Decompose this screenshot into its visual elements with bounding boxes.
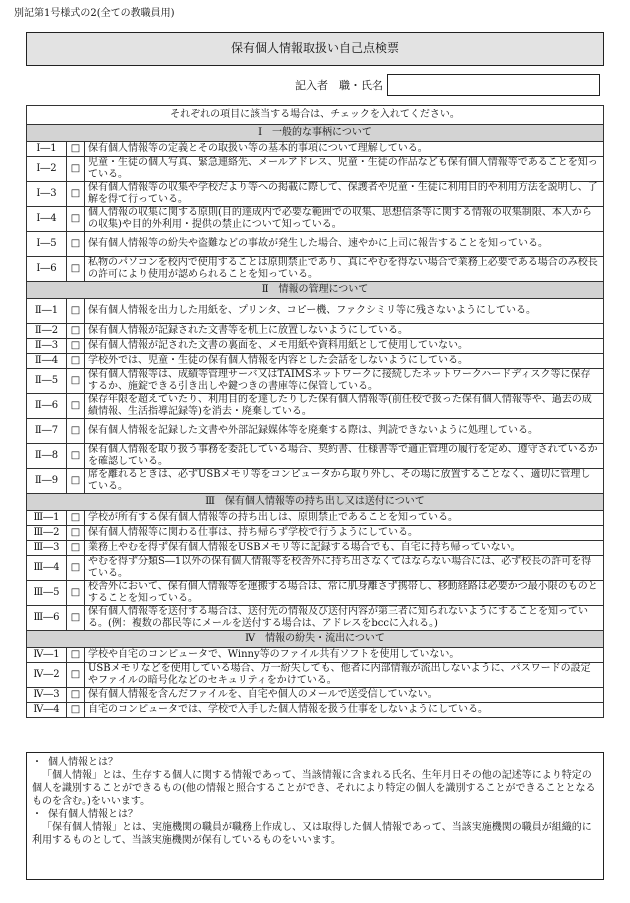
checkbox[interactable]: □ <box>67 369 85 394</box>
checkbox[interactable]: □ <box>67 142 85 157</box>
item-text: 保有個人情報等に関わる仕事は、持ち帰らず学校で行うようにしている。 <box>85 526 604 541</box>
section-header: Ⅳ 情報の紛失・流出について <box>27 631 604 648</box>
form-label: 別記第1号様式の2(全ての教職員用) <box>14 8 175 19</box>
checklist-row <box>27 257 604 282</box>
checkbox[interactable]: □ <box>67 257 85 282</box>
checkbox[interactable]: □ <box>67 339 85 354</box>
item-text: 席を離れるときは、必ずUSBメモリ等をコンピュータから取り外し、その場に放置することなく、適切に管理している。 <box>85 469 604 494</box>
item-code: Ⅰ―3 <box>27 182 67 207</box>
item-code: Ⅳ―4 <box>27 703 67 718</box>
item-text: USBメモリなどを使用している場合、万一紛失しても、他者に内部情報が流出しないように、パスワードの設定やファイルの暗号化などのセキュリティをかけている。 <box>85 663 604 688</box>
item-code: Ⅱ―4 <box>27 354 67 369</box>
checklist-row <box>27 648 604 663</box>
item-text: 保有個人情報等の収集や学校だより等への掲載に際して、保護者や児童・生徒に利用目的や利用方法を説明し、了解を得て行っている。 <box>85 182 604 207</box>
notes-box <box>26 752 604 880</box>
name-field[interactable] <box>387 74 600 96</box>
item-code: Ⅲ―5 <box>27 581 67 606</box>
note-heading <box>32 808 598 821</box>
recorder-label: 記入者 職・氏名 <box>295 79 383 92</box>
checkbox[interactable]: □ <box>67 324 85 339</box>
item-text: 保存年限を超えていたり、利用目的を達したりした保有個人情報等(前任校で扱った保有個人情報等や、過去の成績情報、生活指導記録等)を消去・廃棄している。 <box>85 394 604 419</box>
item-code: Ⅰ―2 <box>27 157 67 182</box>
checklist-row <box>27 663 604 688</box>
checkbox[interactable]: □ <box>67 182 85 207</box>
item-code: Ⅳ―1 <box>27 648 67 663</box>
checklist-row <box>27 232 604 257</box>
note-bullet: ・ <box>32 757 42 768</box>
checkbox[interactable]: □ <box>67 207 85 232</box>
item-code: Ⅲ―4 <box>27 556 67 581</box>
item-text: 学校や自宅のコンピュータで、Winny等のファイル共有ソフトを使用していない。 <box>85 648 604 663</box>
item-text: 保有個人情報等の定義とその取扱い等の基本的事項について理解している。 <box>85 142 604 157</box>
item-text: 学校外では、児童・生徒の保有個人情報を内容とした会話をしないようにしている。 <box>85 354 604 369</box>
checklist-row <box>27 444 604 469</box>
checklist-row <box>27 688 604 703</box>
note-heading-text: 保有個人情報とは？ <box>48 809 138 820</box>
item-text: 個人情報の収集に関する原則(目的達成内で必要な範囲での収集、思想信条等に関する情報の収集制限、本人からの収集)や目的外利用・提供の禁止について知っている。 <box>85 207 604 232</box>
item-text: 保有個人情報を含んだファイルを、自宅や個人のメールで送受信していない。 <box>85 688 604 703</box>
checkbox[interactable]: □ <box>67 703 85 718</box>
checklist-row <box>27 556 604 581</box>
checkbox[interactable]: □ <box>67 444 85 469</box>
checkbox[interactable]: □ <box>67 511 85 526</box>
item-code: Ⅰ―5 <box>27 232 67 257</box>
checkbox[interactable]: □ <box>67 354 85 369</box>
item-text: 保有個人情報を記録した文書や外部記録媒体等を廃棄する際は、判読できないように処理している。 <box>85 419 604 444</box>
item-code: Ⅰ―6 <box>27 257 67 282</box>
checklist-row <box>27 324 604 339</box>
item-code: Ⅲ―2 <box>27 526 67 541</box>
item-code: Ⅱ―9 <box>27 469 67 494</box>
item-text: 校舎外において、保有個人情報等を運搬する場合は、常に肌身離さず携帯し、移動経路は必要かつ最小限のものとすることを知っている。 <box>85 581 604 606</box>
item-code: Ⅰ―4 <box>27 207 67 232</box>
checklist-row <box>27 394 604 419</box>
item-text: 学校が所有する保有個人情報等の持ち出しは、原則禁止であることを知っている。 <box>85 511 604 526</box>
item-text: 業務上やむを得ず保有個人情報をUSBメモリ等に記録する場合でも、自宅に持ち帰っていない。 <box>85 541 604 556</box>
checklist-row <box>27 369 604 394</box>
checkbox[interactable]: □ <box>67 157 85 182</box>
checklist-row <box>27 581 604 606</box>
item-text: 保有個人情報等の紛失や盗難などの事故が発生した場合、速やかに上司に報告することを知っている。 <box>85 232 604 257</box>
item-text: 保有個人情報等を送付する場合は、送付先の情報及び送付内容が第三者に知られないようにすることを知っている。(例：複数の都民等にメールを送付する場合は、アドレスをbccに入れる。) <box>85 606 604 631</box>
item-code: Ⅰ―1 <box>27 142 67 157</box>
item-code: Ⅲ―1 <box>27 511 67 526</box>
checkbox[interactable]: □ <box>67 299 85 324</box>
checkbox[interactable]: □ <box>67 541 85 556</box>
checklist-row <box>27 469 604 494</box>
item-text: 保有個人情報を取り扱う事務を委託している場合、契約書、仕様書等で適正管理の履行を定め、遵守されているかを確認している。 <box>85 444 604 469</box>
checklist-row <box>27 419 604 444</box>
checkbox[interactable]: □ <box>67 394 85 419</box>
checklist-row <box>27 182 604 207</box>
item-code: Ⅱ―7 <box>27 419 67 444</box>
checkbox[interactable]: □ <box>67 688 85 703</box>
checkbox[interactable]: □ <box>67 648 85 663</box>
checkbox[interactable]: □ <box>67 526 85 541</box>
note-heading-text: 個人情報とは？ <box>48 757 118 768</box>
item-text: やむを得ず分類S―1以外の保有個人情報等を校舎外に持ち出さなくてはならない場合には、必ず校長の許可を得ている。 <box>85 556 604 581</box>
item-code: Ⅳ―2 <box>27 663 67 688</box>
recorder-row <box>295 73 600 97</box>
item-code: Ⅱ―3 <box>27 339 67 354</box>
checklist-row <box>27 339 604 354</box>
checkbox[interactable]: □ <box>67 663 85 688</box>
item-text: 私物のパソコンを校内で使用することは原則禁止であり、真にやむを得ない場合で業務上必要である場合のみ校長の許可により使用が認められることを知っている。 <box>85 257 604 282</box>
section-header: Ⅲ 保有個人情報等の持ち出し又は送付について <box>27 494 604 511</box>
item-text: 保有個人情報を出力した用紙を、プリンタ、コピー機、ファクシミリ等に残さないようにしている。 <box>85 299 604 324</box>
checklist-row <box>27 511 604 526</box>
note-bullet: ・ <box>32 809 42 820</box>
section-header: Ⅰ 一般的な事柄について <box>27 125 604 142</box>
note-body: 「個人情報」とは、生存する個人に関する情報であって、当該情報に含まれる氏名、生年月日その他の記述等により特定の個人を識別することができるもの(他の情報と照合することができ、それにより特定の個人を識別することができることとなるものを含む。)をいいます。 <box>32 770 596 807</box>
section-header: Ⅱ 情報の管理について <box>27 282 604 299</box>
item-text: 保有個人情報が記された文書の裏面を、メモ用紙や資料用紙として使用していない。 <box>85 339 604 354</box>
checklist-row <box>27 157 604 182</box>
note-body: 「保有個人情報」とは、実施機関の職員が職務上作成し、又は取得した個人情報であって、当該実施機関の職員が組織的に利用するものとして、当該実施機関が保有しているものをいいます。 <box>32 822 592 846</box>
item-code: Ⅱ―6 <box>27 394 67 419</box>
checklist-row <box>27 606 604 631</box>
item-code: Ⅲ―3 <box>27 541 67 556</box>
checklist-body <box>27 106 604 718</box>
checklist-row <box>27 703 604 718</box>
checklist-row <box>27 354 604 369</box>
item-code: Ⅳ―3 <box>27 688 67 703</box>
item-code: Ⅲ―6 <box>27 606 67 631</box>
checklist-row <box>27 207 604 232</box>
instruction: それぞれの項目に該当する場合は、チェックを入れてください。 <box>27 106 604 125</box>
note-heading <box>32 756 598 769</box>
item-text: 児童・生徒の個人写真、緊急連絡先、メールアドレス、児童・生徒の作品なども保有個人情報等であることを知っている。 <box>85 157 604 182</box>
checkbox[interactable]: □ <box>67 232 85 257</box>
checkbox[interactable]: □ <box>67 419 85 444</box>
item-text: 保有個人情報が記録された文書等を机上に放置しないようにしている。 <box>85 324 604 339</box>
checkbox[interactable]: □ <box>67 556 85 581</box>
checkbox[interactable]: □ <box>67 581 85 606</box>
checklist-row <box>27 142 604 157</box>
checklist-row <box>27 299 604 324</box>
item-code: Ⅱ―1 <box>27 299 67 324</box>
item-code: Ⅱ―5 <box>27 369 67 394</box>
checklist-row <box>27 541 604 556</box>
page-title: 保有個人情報取扱い自己点検票 <box>26 32 604 66</box>
item-text: 自宅のコンピュータでは、学校で入手した個人情報を扱う仕事をしないようにしている。 <box>85 703 604 718</box>
checkbox[interactable]: □ <box>67 469 85 494</box>
item-code: Ⅱ―8 <box>27 444 67 469</box>
item-code: Ⅱ―2 <box>27 324 67 339</box>
checklist-table <box>26 105 604 718</box>
checklist-row <box>27 526 604 541</box>
item-text: 保有個人情報等は、成績等管理サーバ又はTAIMSネットワークに接続したネットワークハードディスク等に保存するか、施錠できる引き出しや鍵つきの書庫等に保管している。 <box>85 369 604 394</box>
checkbox[interactable]: □ <box>67 606 85 631</box>
